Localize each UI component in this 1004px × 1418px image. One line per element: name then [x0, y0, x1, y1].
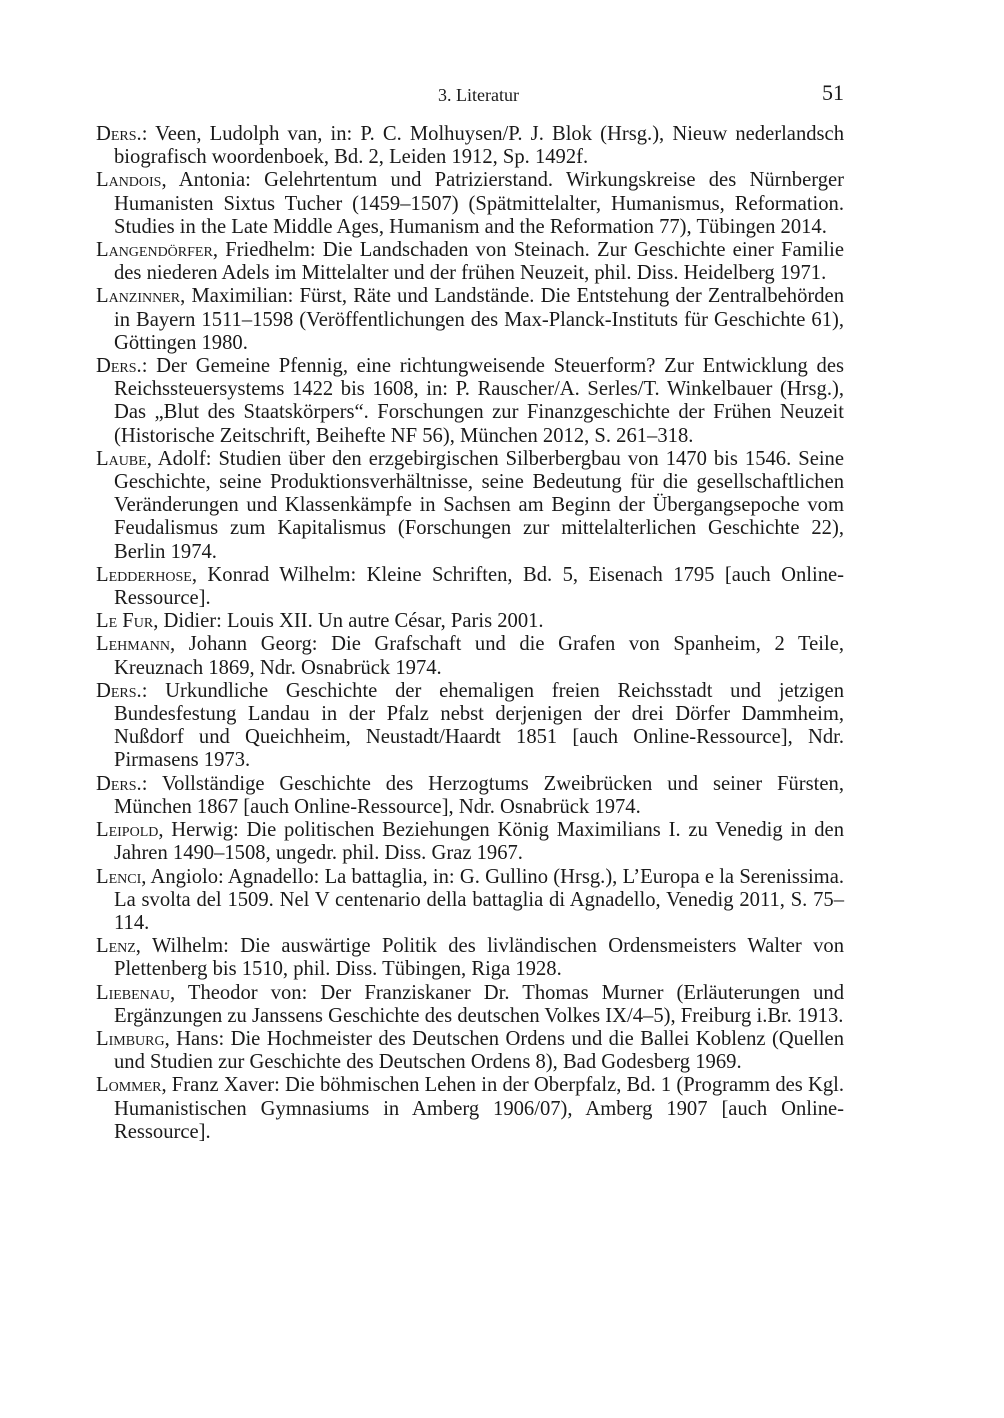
entry-author: Lehmann — [96, 633, 171, 656]
entry-text: , Antonia: Gelehrtentum und Patrizierstand. Wirkungskreise des Nürnberger Humanisten Sixtus Tucher (1459–1507) (Spätmittelalter, Humanismus, Reformation. Studies in the Late Middle Ages, Humanism and the Reformation 77), Tübingen 2014. — [114, 169, 844, 238]
entry-author: Landois — [96, 169, 162, 192]
entry-text: , Konrad Wilhelm: Kleine Schriften, Bd. 5, Eisenach 1795 [auch Online-Ressource]. — [114, 563, 844, 610]
entry-author: Lommer — [96, 1074, 162, 1097]
page-number: 51 — [822, 80, 844, 105]
entry-author: Leipold — [96, 819, 159, 842]
bib-entry — [96, 680, 844, 773]
bib-entry — [96, 564, 844, 610]
bib-entry — [96, 866, 844, 936]
entry-text: : Der Gemeine Pfennig, eine richtungweisende Steuerform? Zur Entwicklung des Reichssteuersystems 1422 bis 1608, in: P. Rauscher/A. Serles/T. Winkelbauer (Hrsg.), Das „Blut des Staatskörpers“. Forschungen zur Finanzgeschichte der Frühen Neuzeit (Historische Zeitschrift, Beihefte NF 56), München 2012, S. 261–318. — [114, 355, 844, 447]
entry-author: Limburg — [96, 1027, 165, 1050]
bib-entry — [96, 448, 844, 564]
entry-author: Laube — [96, 447, 147, 470]
entry-text: , Franz Xaver: Die böhmischen Lehen in der Oberpfalz, Bd. 1 (Programm des Kgl. Humanistischen Gymnasiums in Amberg 1906/07), Amberg 1907 [auch Online-Ressource]. — [114, 1074, 844, 1143]
entry-author: Langendörfer — [96, 239, 213, 262]
bib-entry — [96, 819, 844, 865]
entry-text: : Veen, Ludolph van, in: P. C. Molhuysen/P. J. Blok (Hrsg.), Nieuw nederlandsch biografisch woordenboek, Bd. 2, Leiden 1912, Sp. 1492f. — [114, 123, 844, 169]
bib-entry — [96, 239, 844, 285]
bib-entry — [96, 355, 844, 448]
bib-entry — [96, 773, 844, 819]
bib-entry — [96, 285, 844, 355]
entry-author: Ders. — [96, 772, 142, 795]
entry-author: Le Fur — [96, 610, 154, 633]
entry-author: Liebenau — [96, 981, 171, 1004]
bib-entry — [96, 610, 844, 633]
bib-entry — [96, 169, 844, 239]
bib-entry — [96, 633, 844, 679]
running-head — [113, 80, 844, 108]
entry-author: Lenz — [96, 935, 136, 958]
entry-author: Lenci — [96, 865, 142, 888]
bib-entry — [96, 982, 844, 1028]
entry-text: , Herwig: Die politischen Beziehungen König Maximilians I. zu Venedig in den Jahren 1490–1508, ungedr. phil. Diss. Graz 1967. — [114, 819, 844, 865]
entry-text: , Maximilian: Fürst, Räte und Landstände. Die Entstehung der Zentralbehörden in Bayern 1511–1598 (Veröffentlichungen des Max-Planck-Instituts für Geschichte 61), Göttingen 1980. — [114, 285, 844, 354]
entry-text: : Urkundliche Geschichte der ehemaligen freien Reichsstadt und jetzigen Bundesfestung Landau in der Pfalz nebst derjenigen der drei Dörfer Dammheim, Nußdorf und Queichheim, Neustadt/Haardt 1851 [auch Online-Ressource], Ndr. Pirmasens 1973. — [114, 679, 844, 772]
entry-text: , Didier: Louis XII. Un autre César, Paris 2001. — [153, 610, 544, 633]
entry-author: Ders. — [96, 355, 142, 378]
entry-author: Ders. — [96, 679, 142, 702]
entry-text: , Adolf: Studien über den erzgebirgischen Silberbergbau von 1470 bis 1546. Seine Geschichte, seine Produktionsverhältnisse, seine Bedeutung für die gesellschaftlichen Veränderungen und Klassenkämpfe in Sachsen am Beginn der Übergangsepoche vom Feudalismus zum Kapitalismus (Forschungen zur mittelalterlichen Geschichte 22), Berlin 1974. — [114, 447, 844, 563]
bib-entry — [96, 1074, 844, 1144]
entry-text: , Angiolo: Agnadello: La battaglia, in: G. Gullino (Hrsg.), L’Europa e la Serenissima. La svolta del 1509. Nel V centenario della battaglia di Agnadello, Venedig 2011, S. 75–114. — [114, 865, 844, 934]
bib-entry — [96, 1028, 844, 1074]
entry-author: Lanzinner — [96, 285, 181, 308]
entry-text: , Hans: Die Hochmeister des Deutschen Ordens und die Ballei Koblenz (Quellen und Studien zur Geschichte des Deutschen Ordens 8), Bad Godesberg 1969. — [114, 1027, 844, 1074]
bibliography-list — [96, 123, 844, 1144]
entry-text: , Friedhelm: Die Landschaden von Steinach. Zur Geschichte einer Familie des niederen Adels im Mittelalter und der frühen Neuzeit, phil. Diss. Heidelberg 1971. — [114, 239, 844, 285]
entry-text: : Vollständige Geschichte des Herzogtums Zweibrücken und seiner Fürsten, München 1867 [auch Online-Ressource], Ndr. Osnabrück 1974. — [114, 772, 844, 818]
entry-text: , Johann Georg: Die Grafschaft und die Grafen von Spanheim, 2 Teile, Kreuznach 1869, Ndr. Osnabrück 1974. — [114, 633, 844, 679]
running-title: 3. Literatur — [438, 85, 519, 105]
entry-text: , Theodor von: Der Franziskaner Dr. Thomas Murner (Erläuterungen und Ergänzungen zu Janssens Geschichte des deutschen Volkes IX/4–5), Freiburg i.Br. 1913. — [114, 981, 844, 1027]
entry-author: Ledderhose — [96, 563, 192, 586]
bib-entry — [96, 935, 844, 981]
entry-author: Ders. — [96, 123, 142, 145]
bib-entry — [96, 123, 844, 169]
entry-text: , Wilhelm: Die auswärtige Politik des livländischen Ordensmeisters Walter von Plettenberg bis 1510, phil. Diss. Tübingen, Riga 1928. — [114, 935, 844, 981]
